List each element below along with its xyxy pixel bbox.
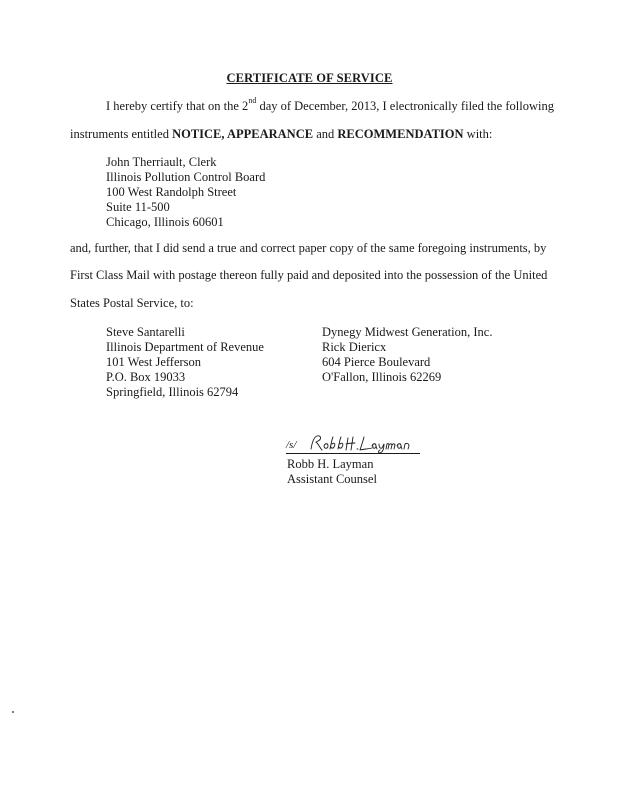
signer-name: Robb H. Layman <box>287 457 374 471</box>
address-line: Suite 11-500 <box>106 200 170 214</box>
instrument-name-bold-2: RECOMMENDATION <box>337 127 464 141</box>
service-line-1: and, further, that I did send a true and correct paper copy of the same foregoing instruments, by <box>70 241 547 255</box>
signature-line <box>286 436 420 454</box>
page-title: CERTIFICATE OF SERVICE <box>226 71 393 85</box>
address-line: John Therriault, Clerk <box>106 155 217 169</box>
recipient-address-left <box>106 325 264 400</box>
service-line-3: States Postal Service, to: <box>70 296 194 310</box>
certification-line-1 <box>106 96 554 114</box>
address-line: P.O. Box 19033 <box>106 370 186 384</box>
certification-text-end: day of December, 2013, I electronically filed the following <box>256 99 554 113</box>
ordinal-suffix: nd <box>248 96 257 105</box>
signer-block <box>287 457 377 487</box>
recipient-address-right <box>322 325 492 385</box>
certification-text-start: I hereby certify that on the 2 <box>106 99 249 113</box>
instruments-text-start: instruments entitled <box>70 127 173 141</box>
address-line: Steve Santarelli <box>106 325 185 339</box>
address-line: Dynegy Midwest Generation, Inc. <box>322 325 493 339</box>
instruments-text-mid: and <box>313 127 338 141</box>
handwritten-signature <box>308 432 420 454</box>
address-line: Illinois Department of Revenue <box>106 340 264 354</box>
instrument-names-bold: NOTICE, APPEARANCE <box>172 127 314 141</box>
address-line: Illinois Pollution Control Board <box>106 170 266 184</box>
scan-artifact <box>12 711 14 713</box>
certification-line-2 <box>70 127 492 142</box>
clerk-address-block <box>106 155 265 230</box>
signer-title: Assistant Counsel <box>287 472 377 486</box>
instruments-text-end: with: <box>463 127 493 141</box>
address-line: 604 Pierce Boulevard <box>322 355 431 369</box>
address-line: Chicago, Illinois 60601 <box>106 215 224 229</box>
address-line: 101 West Jefferson <box>106 355 202 369</box>
address-line: 100 West Randolph Street <box>106 185 237 199</box>
address-line: Rick Diericx <box>322 340 387 354</box>
address-line: O'Fallon, Illinois 62269 <box>322 370 442 384</box>
signature-prefix: /s/ <box>286 438 297 451</box>
address-line: Springfield, Illinois 62794 <box>106 385 239 399</box>
service-line-2: First Class Mail with postage thereon fully paid and deposited into the possession of the United <box>70 268 548 282</box>
